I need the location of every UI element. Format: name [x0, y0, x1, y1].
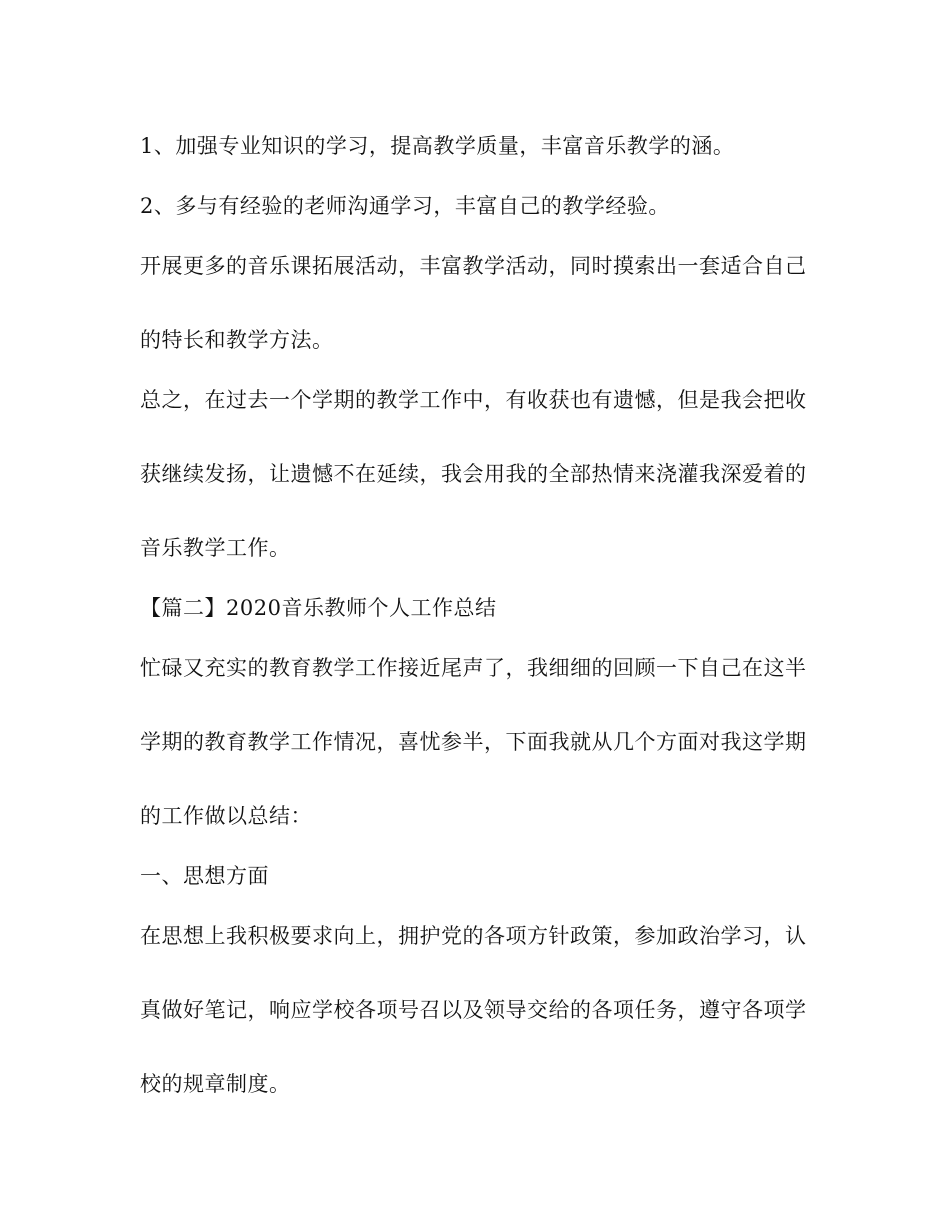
paragraph-review-line-2: 学期的教育教学工作情况，喜忧参半，下面我就从几个方面对我这学期 [140, 730, 807, 754]
paragraph-thought-line-1: 在思想上我积极要求向上，拥护党的各项方针政策，参加政治学习，认 [140, 924, 807, 948]
paragraph-thought-line-2: 真做好笔记，响应学校各项号召以及领导交给的各项任务，遵守各项学 [140, 998, 807, 1022]
section-heading-part-two: 【篇二】2020音乐教师个人工作总结 [140, 596, 497, 620]
paragraph-activities-line-1: 开展更多的音乐课拓展活动，丰富教学活动，同时摸索出一套适合自己 [140, 254, 807, 278]
paragraph-review-line-1: 忙碌又充实的教育教学工作接近尾声了，我细细的回顾一下自己在这半 [140, 656, 807, 680]
paragraph-review-line-3: 的工作做以总结： [140, 804, 312, 828]
paragraph-summary-line-3: 音乐教学工作。 [140, 536, 291, 560]
paragraph-thought-line-3: 校的规章制度。 [140, 1072, 291, 1096]
subheading-thought: 一、思想方面 [140, 864, 269, 888]
list-item-1: 1、加强专业知识的学习，提高教学质量，丰富音乐教学的涵。 [140, 134, 735, 158]
paragraph-summary-line-1: 总之，在过去一个学期的教学工作中，有收获也有遗憾，但是我会把收 [140, 388, 807, 412]
list-item-2: 2、多与有经验的老师沟通学习，丰富自己的教学经验。 [140, 194, 670, 218]
paragraph-summary-line-2: 获继续发扬，让遗憾不在延续，我会用我的全部热情来浇灌我深爱着的 [140, 462, 807, 486]
paragraph-activities-line-2: 的特长和教学方法。 [140, 328, 334, 352]
